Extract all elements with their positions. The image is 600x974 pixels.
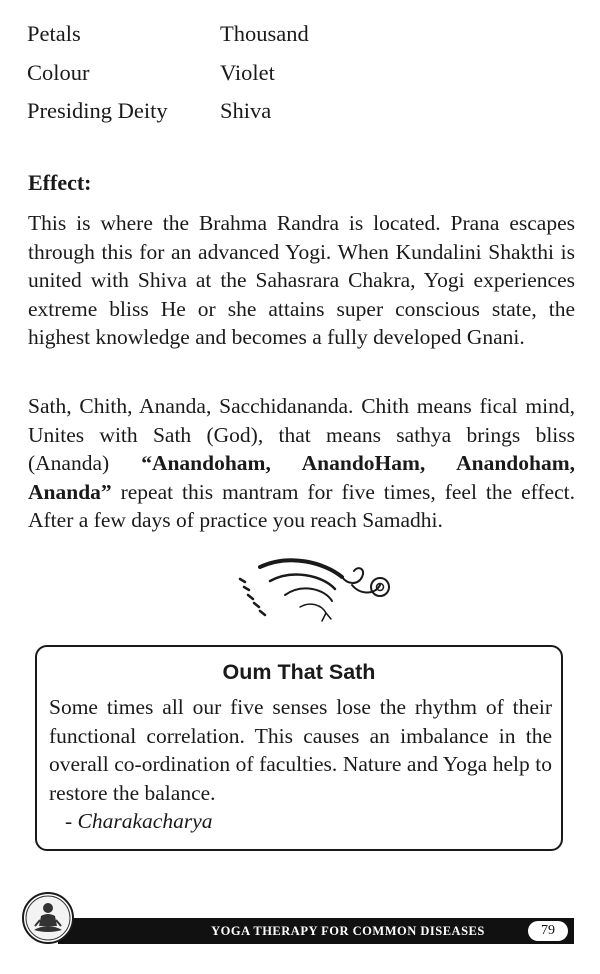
effect-paragraph: This is where the Brahma Randra is located. Prana escapes through this for an advanced Yogi. When Kundalini Shakthi is united with Shiva at the Sahasrara Chakra, Yogi experiences extreme bliss He or she attains super conscious state, the highest knowledge and becomes a fully developed Gnani. bbox=[28, 211, 575, 350]
property-row bbox=[27, 54, 309, 93]
mantra-paragraph bbox=[28, 392, 575, 535]
yogi-logo-icon bbox=[22, 892, 74, 944]
property-row bbox=[27, 92, 309, 131]
page-number: 79 bbox=[528, 921, 568, 941]
property-key: Colour bbox=[27, 59, 90, 85]
property-key: Presiding Deity bbox=[27, 98, 168, 124]
floral-ornament-icon bbox=[230, 555, 400, 625]
mantra-paragraph-intro: Sath, Chith, Ananda, Sacchidananda. Chith means fical mind, Unites with Sath (God), that means sathya brings bliss (Ananda) bbox=[28, 394, 575, 476]
mantra-paragraph-outro: repeat this mantram for five times, feel the effect. After a few days of practice you reach Samadhi. bbox=[28, 479, 575, 533]
quote-author: - Charakacharya bbox=[65, 809, 213, 833]
mantra-text: “Anandoham, AnandoHam, Anandoham, Ananda” bbox=[28, 451, 575, 504]
property-key: Petals bbox=[27, 21, 81, 47]
quote-body: Some times all our five senses lose the rhythm of their functional correlation. This causes an imbalance in the overall co-ordination of faculties. Nature and Yoga help to restore the balance. bbox=[49, 695, 552, 805]
property-value: Violet bbox=[220, 59, 275, 85]
footer-bar bbox=[58, 918, 574, 944]
property-row bbox=[27, 15, 309, 54]
quote-box bbox=[35, 645, 563, 851]
property-value: Shiva bbox=[220, 98, 272, 124]
quote-title: Oum That Sath bbox=[222, 660, 376, 684]
chakra-properties-table bbox=[27, 15, 309, 131]
property-value: Thousand bbox=[220, 21, 309, 47]
effect-heading: Effect: bbox=[28, 170, 92, 195]
book-title: YOGA THERAPY FOR COMMON DISEASES bbox=[211, 924, 485, 938]
